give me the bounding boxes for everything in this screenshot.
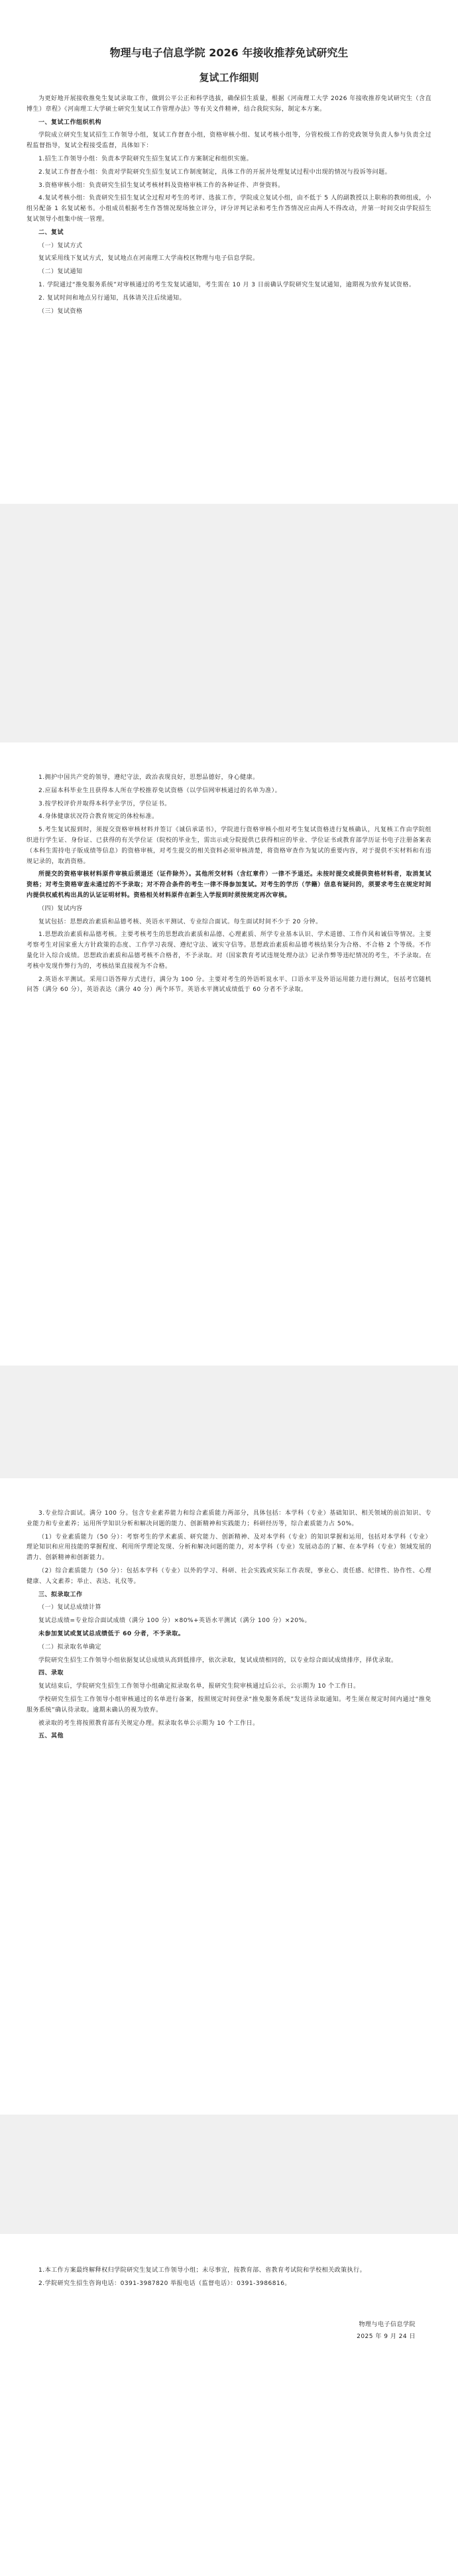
body-paragraph: 被录取的考生将按照教育部有关规定办理。拟录取名单公示期为 10 个工作日。 bbox=[38, 1720, 259, 1727]
body-paragraph: 1.拥护中国共产党的领导，遵纪守法，政治表现良好，思想品德好，身心健康。 bbox=[38, 774, 259, 781]
subsection-heading: （二）拟录取名单确定 bbox=[38, 1643, 102, 1651]
body-paragraph: 4.身体健康状况符合教育规定的体检标准。 bbox=[38, 813, 158, 821]
body-paragraph: 1.招生工作领导小组：负责本学院研究生招生复试工作方案制定和组织实施。 bbox=[38, 155, 253, 162]
section-heading: 二、复试 bbox=[38, 229, 64, 236]
body-paragraph: 未参加复试或复试总成绩低于 60 分者，不予录取。 bbox=[38, 1630, 185, 1637]
page-separator bbox=[0, 504, 458, 742]
body-paragraph: 4.复试考核小组：负责研究生招生复试全过程对考生的考评、选拔工作，学院成立复试小组，由不低于 5 人的副教授以上职称的教师组成，小组另配备 1 名复试秘书。小组成员根据考生作答情况现场独立评分，评分评判记录和考生作答情况应由两人不得改动，并第一时间交由学院招生复试领导小组集中统一管理。 bbox=[27, 195, 431, 223]
body-paragraph: 学院成立研究生复试招生工作领导小组，复试工作督查小组，资格审核小组、复试考核小组等，分管校级工作的党政领导负责人参与负责全过程监督指导，复试全程接受监督，具体如下： bbox=[27, 132, 431, 150]
subsection-heading: （二）复试通知 bbox=[38, 268, 83, 276]
body-paragraph: 2.复试工作督查小组：负责对学院研究生招生复试工作制度制定，具体工作的开展并处理复试过程中出现的情况与投诉等问题。 bbox=[38, 168, 392, 176]
section-heading: 三、拟录取工作 bbox=[38, 1591, 83, 1598]
document-page-4 bbox=[0, 2234, 458, 2576]
body-paragraph: 学校研究生招生工作领导小组审核通过的名单进行备案，按照规定时间登录“推免服务系统”发送待录取通知。考生须在规定时间内通过“推免服务系统”确认待录取。逾期未确认的视为放弃。 bbox=[27, 1696, 431, 1714]
body-paragraph: 所提交的资格审核材料原件审核后须退还（证件除外）。其他所交材料（含红章件）一律不予退还。未按时提交或提供资格材料者，取消复试资格；对考生资格审查未通过的不予录取；对不符合条件的考生一律不得参加复试。对考生的学历（学籍）信息有疑问的，须要求考生在规定时间内提供权威机构出具的认证证明材料。资格相关材料原件在新生入学报到时须按规定再次审核。 bbox=[27, 871, 431, 899]
body-paragraph: 1. 学院通过“推免服务系统”对审核通过的考生发复试通知，考生需在 10 月 3 日前确认学院研究生复试通知，逾期视为放弃复试资格。 bbox=[38, 281, 416, 288]
body-paragraph: 2.应届本科毕业生且获得本人所在学校推荐免试资格（以学信网审核通过的名单为准）。 bbox=[38, 787, 282, 794]
body-paragraph: 2.学院研究生招生咨询电话：0391-3987820 举报电话（监督电话）：0391-3986816。 bbox=[38, 2280, 291, 2287]
body-paragraph: 复试包括：思想政治素质和品德考核、英语水平测试、专业综合面试。每生面试时间不少于 20 分钟。 bbox=[38, 918, 322, 925]
signature-org: 物理与电子信息学院 bbox=[359, 2321, 416, 2328]
page-separator bbox=[0, 1366, 458, 1478]
section-heading: 一、复试工作组织机构 bbox=[38, 119, 102, 126]
body-paragraph: 5.考生复试报到时，须提交资格审核材料并签订《诚信承诺书》，学院进行资格审核小组对考生复试资格进行复核确认，凡复核工作由学院组织进行学生证、身份证、已获得的有关学位证（院校的毕业生，需出示或分院提供已获得相应的毕业、学位证书或教育部学历证书电子注册备案表（本科生需持电子版成绩等信息）的资格审核，对考生提交的相关资料必须审核清楚，将资格审查作为复试的重要内容，对于提供不实材料和有违规记录的，取消资格。 bbox=[27, 827, 431, 865]
body-paragraph: 复试采用线下复试方式，复试地点在河南理工大学南校区物理与电子信息学院。 bbox=[38, 255, 259, 263]
page-separator bbox=[0, 2115, 458, 2234]
body-paragraph: 2.英语水平测试。采用口语答辩方式进行，满分为 100 分。主要对考生的外语听说水平、口语水平及外语运用能力进行测试，包括考官随机问答（满分 60 分），英语表达（满分 40 分）两个环节。英语水平测试成绩低于 60 分者不予录取。 bbox=[27, 976, 431, 994]
body-paragraph: （1）专业素质能力（50 分）：考察考生的学术素质、研究能力、创新精神、及对本学科（专业）的知识掌握和运用，包括对本学科（专业）理论知识和应用技能的掌握程度、利用所学理论发现、分析和解决问题的能力，对本学科（专业）发展动态的了解、在本学科（专业）领域发展的潜力、创新精神和创新能力。 bbox=[27, 1533, 431, 1562]
subsection-heading: （三）复试资格 bbox=[38, 308, 83, 315]
body-paragraph: 复试总成绩=专业综合面试成绩（满分 100 分）×80%+英语水平测试（满分 100 分）×20%。 bbox=[38, 1617, 311, 1625]
body-paragraph: 复试结束后，学院研究生招生工作领导小组确定拟录取名单，报研究生院审核通过后公示，公示期为 10 个工作日。 bbox=[38, 1683, 360, 1690]
document-page-2 bbox=[0, 742, 458, 1366]
body-paragraph: （2）综合素质能力（50 分）：包括本学科（专业）以外的学习、科研、社会实践或实际工作表现，事业心、责任感、纪律性、协作性、心理健康、人文素养；举止、表达、礼仪等。 bbox=[27, 1567, 431, 1585]
body-paragraph: 3.专业综合面试。满分 100 分。包含专业素养能力和综合素质能力两部分，具体包括：本学科（专业）基础知识、相关领域的前沿知识、专业能力和专业素养；运用所学知识分析和解决问题的能力、创新精神和实践能力；科研经历等，综合素质能力占 50%。 bbox=[27, 1510, 431, 1527]
body-paragraph: 1.思想政治素质和品德考核。主要考核考生的思想政治素质和品德、心理素质、所学专业基本认识、学术道德、工作作风和诚信等情况。主要考察考生对国家重大方针政策的态度、工作学习表现、遵纪守法、诚实守信等。思想政治素质和品德考核结果分为合格、不合格 2 个等级。不作量化计入综合成绩。思想政治素质和品德考核不合格者，不予录取。对（国家教育考试违规处理办法》记录作弊等违纪情况的考生，不予录取。在考核中发现作弊行为的，考核结果直接视为不合格。 bbox=[27, 931, 431, 970]
document-page-1 bbox=[0, 0, 458, 504]
body-paragraph: 1.本工作方案最终解释权归学院研究生复试工作领导小组；未尽事宜，按教育部、省教育考试院和学校相关政策执行。 bbox=[38, 2267, 367, 2274]
subsection-heading: （一）复试总成绩计算 bbox=[38, 1604, 102, 1611]
section-heading: 五、其他 bbox=[38, 1733, 64, 1740]
document-title: 物理与电子信息学院 2026 年接收推荐免试研究生 bbox=[109, 46, 349, 59]
signature-date: 2025 年 9 月 24 日 bbox=[357, 2333, 416, 2340]
document-page-3 bbox=[0, 1478, 458, 2115]
body-paragraph: 2. 复试时间和地点另行通知，具体请关注后续通知。 bbox=[38, 294, 186, 302]
document-subtitle: 复试工作细则 bbox=[199, 72, 259, 84]
body-paragraph: 3.资格审核小组：负责研究生招生复试考核材料及资格审核工作的各种证件、声誉资料。 bbox=[38, 182, 284, 189]
section-heading: 四、录取 bbox=[38, 1670, 64, 1677]
subsection-heading: （一）复试方式 bbox=[38, 242, 83, 249]
subsection-heading: （四）复试内容 bbox=[38, 905, 83, 912]
intro-paragraph: 为更好地开展接收推免生复试录取工作，做到公平公正和科学选拔，确保招生质量，根据《河南理工大学 2026 年接收推荐免试研究生（含直博生）章程》《河南理工大学硕士研究生复试工作管理办法》等有关文件精神，结合我院实际，制定本方案。 bbox=[27, 95, 431, 113]
body-paragraph: 3.按学校评价并取得本科学业学历，学位证书。 bbox=[38, 800, 171, 807]
body-paragraph: 学院研究生招生工作领导小组依据复试总成绩从高到低排序，依次录取，复试成绩相同的，以专业综合面试成绩排序，择优录取。 bbox=[38, 1657, 398, 1664]
